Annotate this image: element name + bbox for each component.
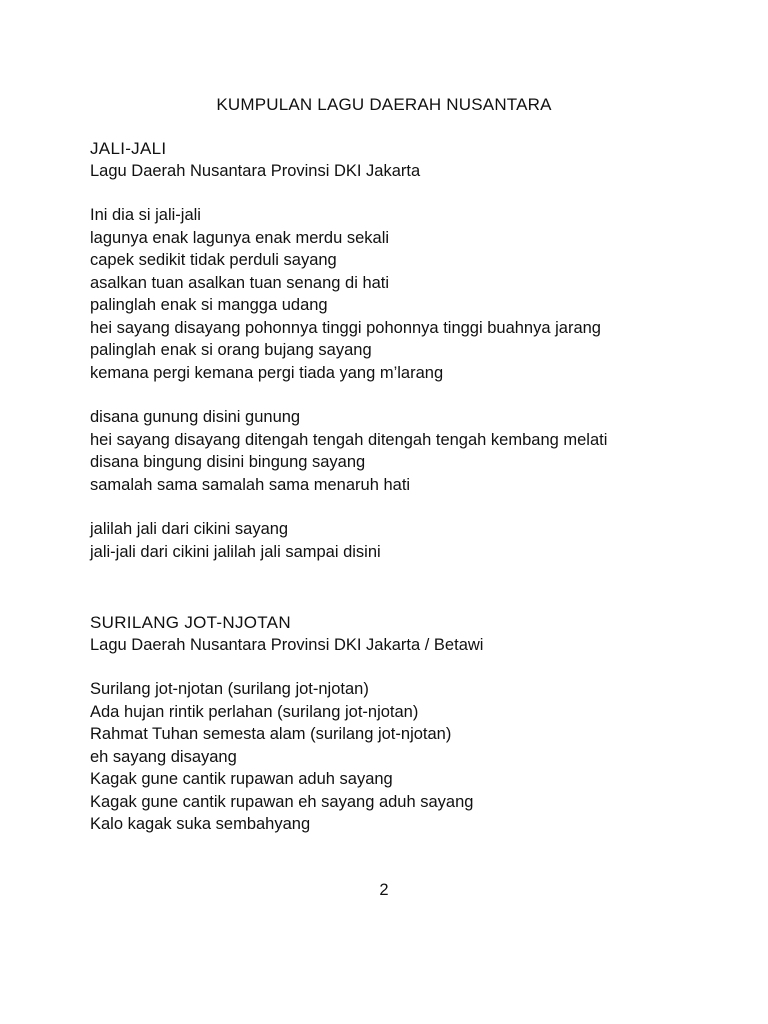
lyric-line: kemana pergi kemana pergi tiada yang m’larang bbox=[90, 363, 444, 382]
lyric-line: palinglah enak si mangga udang bbox=[90, 296, 328, 314]
stanza bbox=[90, 406, 750, 496]
lyric-line: disana gunung disini gunung bbox=[90, 408, 301, 426]
page-title: KUMPULAN LAGU DAERAH NUSANTARA bbox=[216, 95, 552, 114]
lyric-line: Rahmat Tuhan semesta alam (surilang jot-njotan) bbox=[90, 725, 452, 743]
lyric-line: asalkan tuan asalkan tuan senang di hati bbox=[90, 273, 390, 292]
page-number: 2 bbox=[379, 881, 389, 899]
lyric-line: samalah sama samalah sama menaruh hati bbox=[90, 475, 411, 494]
lyric-line: eh sayang disayang bbox=[90, 747, 237, 766]
lyric-line: Kalo kagak suka sembahyang bbox=[90, 815, 311, 833]
stanza bbox=[90, 204, 750, 384]
song-subtitle: Lagu Daerah Nusantara Provinsi DKI Jakarta bbox=[90, 162, 421, 180]
song-title: JALI-JALI bbox=[90, 139, 167, 158]
lyric-line: palinglah enak si orang bujang sayang bbox=[90, 341, 372, 359]
song-subtitle: Lagu Daerah Nusantara Provinsi DKI Jakarta / Betawi bbox=[90, 636, 484, 654]
lyric-line: jalilah jali dari cikini sayang bbox=[90, 520, 289, 538]
lyric-line: hei sayang disayang pohonnya tinggi pohonnya tinggi buahnya jarang bbox=[90, 318, 601, 337]
lyric-line: Ada hujan rintik perlahan (surilang jot-njotan) bbox=[90, 702, 419, 721]
stanza bbox=[90, 518, 750, 563]
lyric-line: hei sayang disayang ditengah tengah ditengah tengah kembang melati bbox=[90, 430, 608, 449]
song-surilang-jot-njotan bbox=[90, 612, 750, 836]
lyric-line: capek sedikit tidak perduli sayang bbox=[90, 251, 337, 269]
stanza bbox=[90, 678, 750, 836]
song-jali-jali bbox=[90, 138, 750, 563]
lyric-line: Surilang jot-njotan (surilang jot-njotan) bbox=[90, 680, 369, 698]
lyric-line: Kagak gune cantik rupawan aduh sayang bbox=[90, 770, 393, 788]
lyric-line: jali-jali dari cikini jalilah jali sampai disini bbox=[90, 542, 381, 561]
song-title: SURILANG JOT-NJOTAN bbox=[90, 613, 291, 632]
lyric-line: lagunya enak lagunya enak merdu sekali bbox=[90, 228, 390, 247]
lyric-line: disana bingung disini bingung sayang bbox=[90, 453, 366, 471]
lyric-line: Ini dia si jali-jali bbox=[90, 206, 201, 224]
lyric-line: Kagak gune cantik rupawan eh sayang aduh sayang bbox=[90, 792, 474, 811]
